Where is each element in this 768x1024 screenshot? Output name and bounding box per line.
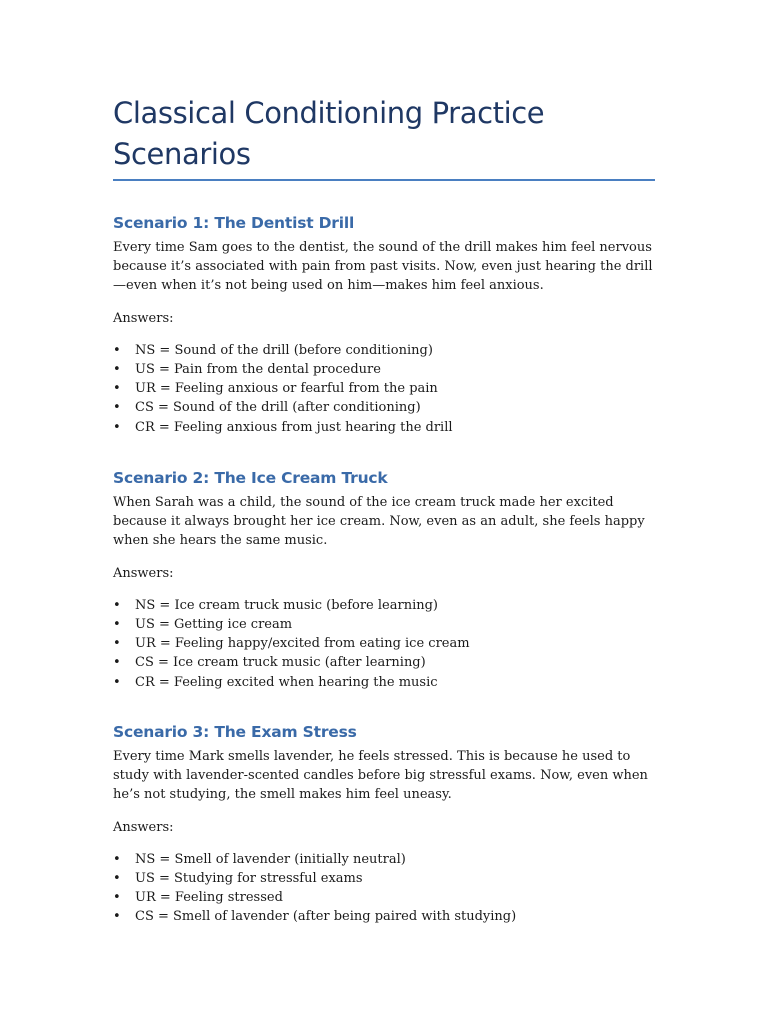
bullet-icon: • <box>113 342 121 358</box>
bullet-icon: • <box>113 890 121 906</box>
list-item <box>113 341 655 360</box>
scenario-heading: Scenario 1: The Dentist Drill <box>113 214 355 232</box>
answers-list <box>113 341 655 437</box>
answer-text: UR = Feeling happy/excited from eating ice cream <box>135 636 470 652</box>
answers-list <box>113 850 655 927</box>
answer-text: NS = Smell of lavender (initially neutral) <box>135 851 406 867</box>
scenario-heading: Scenario 3: The Exam Stress <box>113 723 357 741</box>
list-item <box>113 360 655 379</box>
answer-text: US = Studying for stressful exams <box>135 871 363 887</box>
answer-text: NS = Ice cream truck music (before learning) <box>135 597 438 613</box>
list-item <box>113 398 655 417</box>
answer-text: CR = Feeling anxious from just hearing the drill <box>135 419 453 435</box>
answer-text: UR = Feeling stressed <box>135 890 283 906</box>
list-item <box>113 907 655 926</box>
answer-text: CS = Sound of the drill (after conditioning) <box>135 400 421 416</box>
bullet-icon: • <box>113 909 121 925</box>
answer-text: CS = Ice cream truck music (after learning) <box>135 655 426 671</box>
answers-label: Answers: <box>113 819 174 835</box>
answer-text: UR = Feeling anxious or fearful from the pain <box>135 381 438 397</box>
bullet-icon: • <box>113 636 121 652</box>
scenario-description: Every time Sam goes to the dentist, the sound of the drill makes him feel nervous because it’s associated with pain from past visits. Now, even just hearing the drill—even when it’s not being used on him—makes him feel anxious. <box>113 240 653 294</box>
bullet-icon: • <box>113 851 121 867</box>
list-item <box>113 869 655 888</box>
bullet-icon: • <box>113 655 121 671</box>
scenario-description: When Sarah was a child, the sound of the ice cream truck made her excited because it always brought her ice cream. Now, even as an adult, she feels happy when she hears the same music. <box>113 495 645 549</box>
list-item <box>113 653 655 672</box>
list-item <box>113 634 655 653</box>
bullet-icon: • <box>113 419 121 435</box>
list-item <box>113 673 655 692</box>
answers-list <box>113 596 655 692</box>
scenario-3 <box>113 721 655 927</box>
title-divider <box>113 179 655 181</box>
list-item <box>113 596 655 615</box>
document-title: Classical Conditioning Practice Scenarios <box>113 96 545 171</box>
scenario-description: Every time Mark smells lavender, he feels stressed. This is because he used to study with lavender-scented candles before big stressful exams. Now, even when he’s not studying, the smell makes him feel uneasy. <box>113 749 648 803</box>
answer-text: CR = Feeling excited when hearing the music <box>135 674 438 690</box>
bullet-icon: • <box>113 871 121 887</box>
answer-text: NS = Sound of the drill (before conditioning) <box>135 342 433 358</box>
answer-text: US = Getting ice cream <box>135 617 293 633</box>
bullet-icon: • <box>113 400 121 416</box>
bullet-icon: • <box>113 597 121 613</box>
scenario-heading: Scenario 2: The Ice Cream Truck <box>113 469 388 487</box>
bullet-icon: • <box>113 381 121 397</box>
scenario-1 <box>113 212 655 437</box>
list-item <box>113 418 655 437</box>
bullet-icon: • <box>113 362 121 378</box>
list-item <box>113 379 655 398</box>
bullet-icon: • <box>113 674 121 690</box>
list-item <box>113 615 655 634</box>
list-item <box>113 888 655 907</box>
list-item <box>113 850 655 869</box>
scenario-2 <box>113 467 655 692</box>
answers-label: Answers: <box>113 310 174 326</box>
answers-label: Answers: <box>113 565 174 581</box>
answer-text: CS = Smell of lavender (after being paired with studying) <box>135 909 517 925</box>
bullet-icon: • <box>113 617 121 633</box>
answer-text: US = Pain from the dental procedure <box>135 362 381 378</box>
